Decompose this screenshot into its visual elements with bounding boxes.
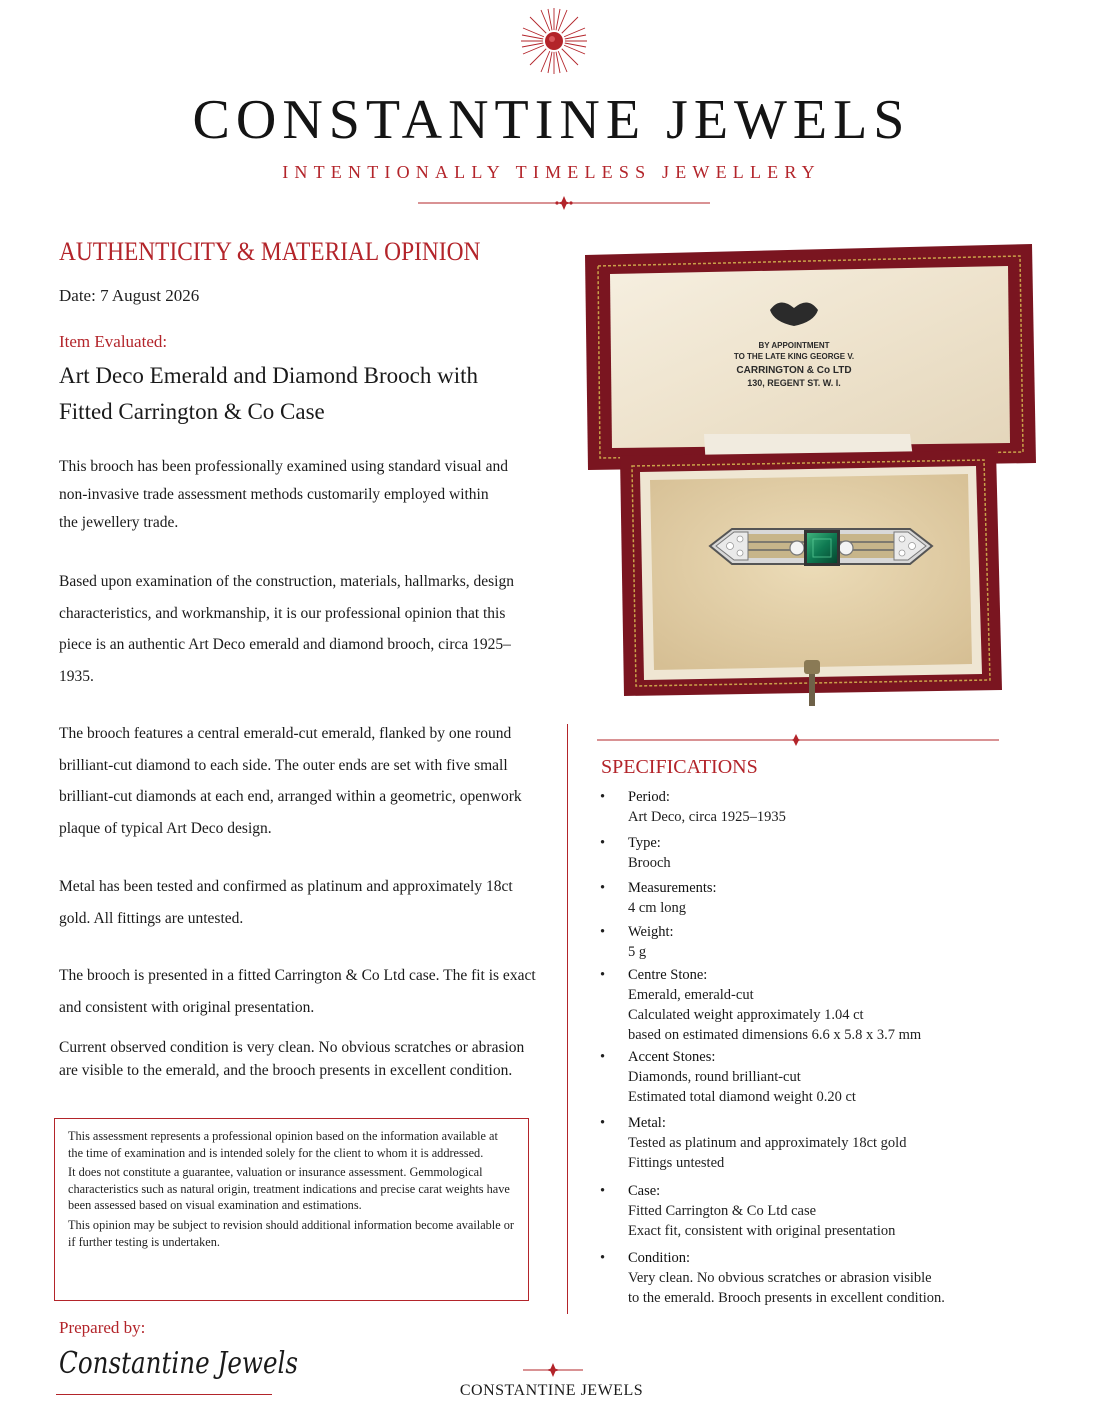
brooch-case-photo (580, 238, 1038, 708)
footer-ornament-icon (523, 1360, 583, 1380)
disclaimer-box (54, 1118, 529, 1301)
paragraph-opinion: Based upon examination of the construction, materials, hallmarks, design characteristics, and workmanship, it is our professional opinion that this piece is an authentic Art Deco emerald and diamond brooch, circa 1925–1935. (59, 573, 514, 685)
bullet-icon: • (600, 967, 606, 983)
paragraph-metal: Metal has been tested and confirmed as platinum and approximately 18ct gold. All fittings are untested. (59, 878, 513, 927)
specifications-heading: SPECIFICATIONS (601, 756, 758, 778)
brand-name: CONSTANTINE JEWELS (192, 89, 911, 151)
item-title: Art Deco Emerald and Diamond Brooch with Fitted Carrington & Co Case (59, 363, 478, 424)
spec-value: Emerald, emerald-cut (628, 987, 754, 1003)
bullet-icon: • (600, 789, 606, 805)
spec-label: Accent Stones: (628, 1049, 716, 1065)
bullet-icon: • (600, 880, 606, 896)
bullet-icon: • (600, 1250, 606, 1266)
spec-value: Brooch (628, 855, 671, 871)
paragraph-condition: Current observed condition is very clean. No obvious scratches or abrasion are visible to the emerald, and the brooch presents in excellent condition. (59, 1039, 525, 1079)
disclaimer-text: This assessment represents a professional opinion based on the information available at the time of examination and is intended solely for the client to whom it is addressed. (68, 1129, 498, 1160)
column-divider (567, 724, 568, 1314)
case-text: TO THE LATE KING GEORGE V. (733, 352, 855, 361)
spec-label: Type: (628, 835, 661, 851)
case-text: BY APPOINTMENT (758, 341, 830, 350)
spec-value: Very clean. No obvious scratches or abrasion visible (628, 1270, 932, 1286)
brand-tagline: INTENTIONALLY TIMELESS JEWELLERY (282, 162, 821, 182)
bullet-icon: • (600, 924, 606, 940)
bullet-icon: • (600, 835, 606, 851)
footer-brand: CONSTANTINE JEWELS (459, 1382, 644, 1399)
bullet-icon: • (600, 1115, 606, 1131)
case-text: 130, REGENT ST. W. I. (747, 378, 841, 388)
document-date: Date: 7 August 2026 (59, 286, 200, 305)
spec-value: Fitted Carrington & Co Ltd case (628, 1203, 817, 1219)
signature: Constantine Jewels (59, 1346, 299, 1381)
spec-value: Calculated weight approximately 1.04 ct (628, 1007, 864, 1023)
spec-label: Metal: (628, 1115, 666, 1131)
paragraph-description: The brooch features a central emerald-cut emerald, flanked by one round brilliant-cut diamond to each side. The outer ends are set with five small brilliant-cut diamonds at each end, arranged within a geometric, openwork plaque of typical Art Deco design. (59, 725, 522, 837)
spec-label: Measurements: (628, 880, 717, 896)
bullet-icon: • (600, 1049, 606, 1065)
disclaimer-text: It does not constitute a guarantee, valuation or insurance assessment. Gemmological characteristics such as natural origin, treatment indications and precise carat weights have been assessed based on visual examination and estimations. (68, 1165, 510, 1213)
spec-value: Estimated total diamond weight 0.20 ct (628, 1089, 856, 1105)
case-text: CARRINGTON & Co LTD (736, 365, 852, 376)
spec-value: Art Deco, circa 1925–1935 (628, 809, 786, 825)
spec-label: Case: (628, 1183, 661, 1199)
sunburst-logo-icon (519, 6, 589, 76)
spec-label: Condition: (628, 1250, 691, 1266)
prepared-by-label: Prepared by: (59, 1318, 146, 1337)
ornament-divider (597, 732, 999, 748)
spec-value: Fittings untested (628, 1155, 725, 1171)
spec-value: 4 cm long (628, 900, 686, 916)
spec-label: Centre Stone: (628, 967, 708, 983)
disclaimer-text: This opinion may be subject to revision should additional information become available or if further testing is undertaken. (68, 1217, 515, 1249)
paragraph-examination: This brooch has been professionally examined using standard visual and non-invasive trade assessment methods customarily employed within the jewellery trade. (59, 458, 508, 531)
spec-value: Exact fit, consistent with original presentation (628, 1223, 896, 1239)
spec-value: Tested as platinum and approximately 18ct gold (628, 1135, 907, 1151)
spec-label: Period: (628, 789, 670, 805)
spec-value: to the emerald. Brooch presents in excellent condition. (628, 1290, 945, 1306)
spec-value: based on estimated dimensions 6.6 x 5.8 x 3.7 mm (628, 1027, 922, 1043)
bullet-icon: • (600, 1183, 606, 1199)
item-evaluated-label: Item Evaluated: (59, 332, 168, 351)
spec-label: Weight: (628, 924, 674, 940)
spec-value: Diamonds, round brilliant-cut (628, 1069, 801, 1085)
ornament-divider (418, 193, 710, 213)
document-title: AUTHENTICITY & MATERIAL OPINION (59, 237, 481, 266)
paragraph-case: The brooch is presented in a fitted Carrington & Co Ltd case. The fit is exact and consistent with original presentation. (59, 967, 536, 1016)
spec-value: 5 g (628, 944, 647, 960)
